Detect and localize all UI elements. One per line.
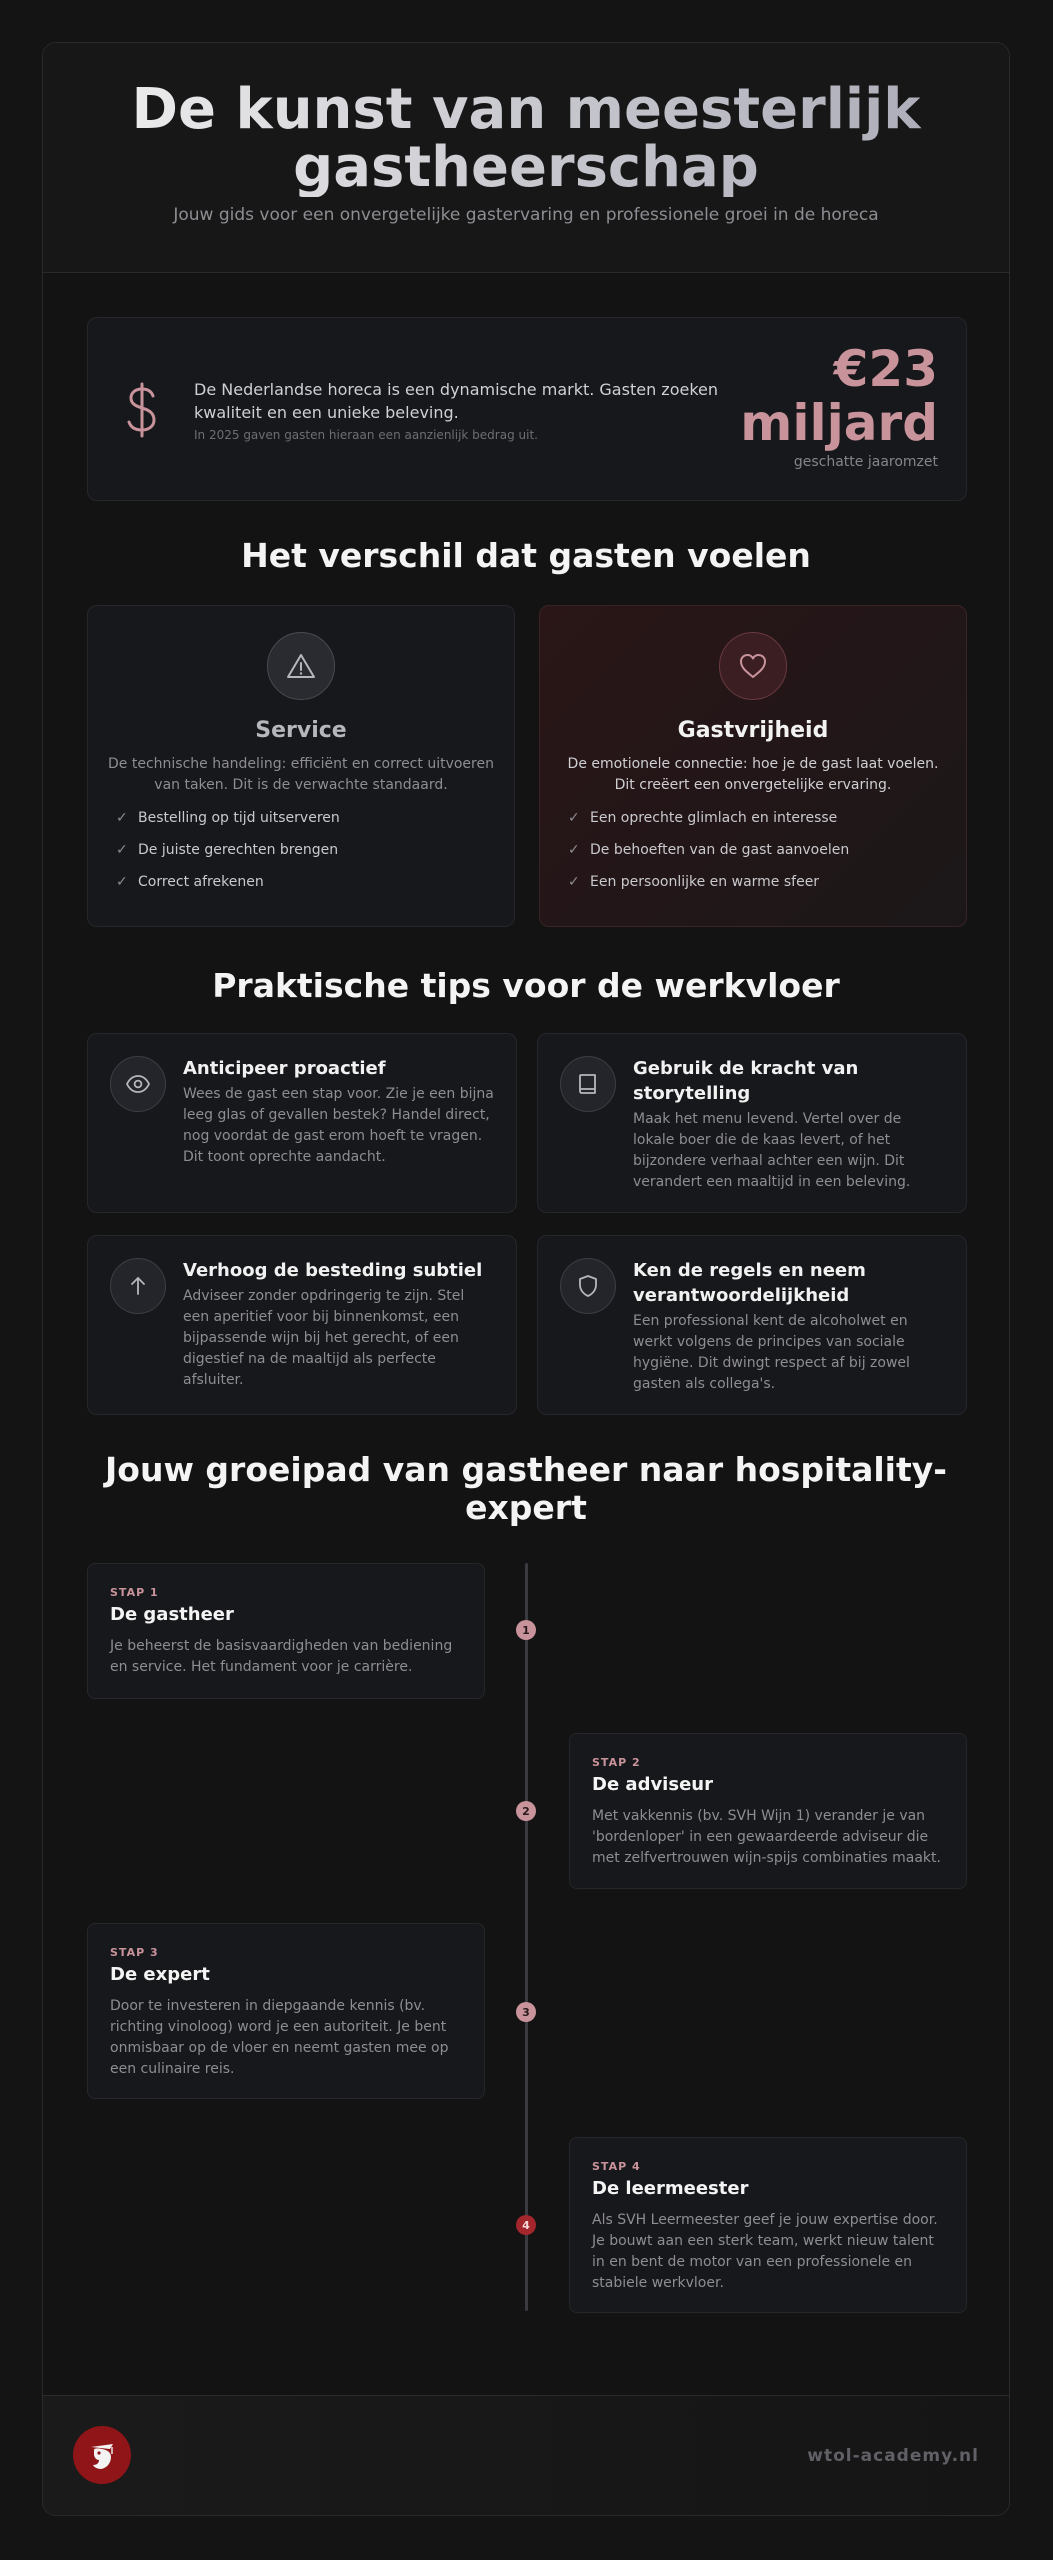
step-label: STAP 4 <box>592 2160 641 2173</box>
arrow-up-icon <box>110 1258 166 1314</box>
list-item: ✓ De behoeften van de gast aanvoelen <box>568 842 850 858</box>
market-note: In 2025 gaven gasten hieraan een aanzienlijk bedrag uit. <box>194 428 538 442</box>
tip-text: Adviseer zonder opdringerig te zijn. Stel een aperitief voor bij binnenkomst, een bijpassende wijn bij het gerecht, of een digestief na de maaltijd als perfecte afsluiter. <box>183 1288 465 1388</box>
heart-icon <box>719 632 787 700</box>
hospitality-description: De emotionele connectie: hoe je de gast laat voelen. Dit creëert een onvergetelijke ervaring. <box>567 756 939 793</box>
step-card-1 <box>87 1563 485 1699</box>
check-icon: ✓ <box>568 842 580 858</box>
list-item: ✓ Bestelling op tijd uitserveren <box>116 810 340 826</box>
dollar-icon <box>124 380 160 440</box>
tip-card-storytelling <box>537 1033 967 1213</box>
footer <box>43 2395 1009 2515</box>
step-title: De leermeester <box>592 2178 749 2199</box>
warning-triangle-icon <box>267 632 335 700</box>
list-item: ✓ Correct afrekenen <box>116 874 264 890</box>
tip-card-responsibility <box>537 1235 967 1415</box>
hospitality-list <box>568 810 849 906</box>
tip-text: Een professional kent de alcoholwet en werkt volgens de principes van sociale hygiëne. Dit dwingt respect af bij zowel gasten als collega's. <box>633 1313 910 1392</box>
step-card-2 <box>569 1733 967 1889</box>
step-marker-3: 3 <box>516 2002 536 2022</box>
hero-header <box>43 43 1009 273</box>
market-text: De Nederlandse horeca is een dynamische markt. Gasten zoeken kwaliteit en een unieke beleving. <box>194 380 718 422</box>
step-text: Als SVH Leermeester geef je jouw expertise door. Je bouwt aan een sterk team, werkt nieuw talent in en bent de motor van een professionele en stabiele werkvloer. <box>592 2212 938 2291</box>
step-card-3 <box>87 1923 485 2099</box>
tip-card-upsell <box>87 1235 517 1415</box>
step-title: De gastheer <box>110 1604 234 1625</box>
step-label: STAP 1 <box>110 1586 159 1599</box>
service-title: Service <box>255 718 347 743</box>
step-text: Je beheerst de basisvaardigheden van bediening en service. Het fundament voor je carrière. <box>110 1638 453 1675</box>
step-card-4 <box>569 2137 967 2313</box>
owl-logo-icon[interactable] <box>73 2426 131 2484</box>
check-icon: ✓ <box>568 874 580 890</box>
tip-title: Gebruik de kracht van storytelling <box>633 1058 859 1104</box>
step-title: De expert <box>110 1964 210 1985</box>
service-card <box>87 605 515 927</box>
step-label: STAP 2 <box>592 1756 641 1769</box>
book-icon <box>560 1056 616 1112</box>
check-icon: ✓ <box>116 874 128 890</box>
step-marker-4: 4 <box>516 2215 536 2235</box>
step-title: De adviseur <box>592 1774 713 1795</box>
eye-icon <box>110 1056 166 1112</box>
hospitality-title: Gastvrijheid <box>677 718 829 743</box>
list-item: ✓ Een persoonlijke en warme sfeer <box>568 874 820 890</box>
tip-title: Anticipeer proactief <box>183 1058 386 1079</box>
tip-text: Wees de gast een stap voor. Zie je een bijna leeg glas of gevallen bestek? Handel direct, nog voordat de gast erom hoeft te vragen. Dit toont oprechte aandacht. <box>183 1086 494 1165</box>
step-text: Door te investeren in diepgaande kennis (bv. richting vinoloog) word je een autoriteit. Je bent onmisbaar op de vloer en neemt gasten mee op een culinaire reis. <box>110 1998 449 2077</box>
step-text: Met vakkennis (bv. SVH Wijn 1) verander je van 'bordenloper' in een gewaardeerde adviseur die met zelfvertrouwen wijn-spijs combinaties maakt. <box>592 1808 941 1866</box>
check-icon: ✓ <box>568 810 580 826</box>
tip-text: Maak het menu levend. Vertel over de lokale boer die de kaas levert, of het bijzondere verhaal achter een wijn. Dit verandert een maaltijd in een beleving. <box>633 1111 911 1190</box>
service-description: De technische handeling: efficiënt en correct uitvoeren van taken. Dit is de verwachte standaard. <box>108 756 494 793</box>
step-marker-2: 2 <box>516 1801 536 1821</box>
service-list <box>116 810 340 906</box>
market-amount-caption: geschatte jaaromzet <box>793 454 938 470</box>
tip-title: Verhoog de besteding subtiel <box>183 1260 483 1281</box>
tip-title: Ken de regels en neem verantwoordelijkheid <box>633 1260 866 1306</box>
step-label: STAP 3 <box>110 1946 159 1959</box>
check-icon: ✓ <box>116 842 128 858</box>
market-card <box>87 317 967 501</box>
page-title: De kunst van meesterlijk gastheerschap <box>43 81 1009 197</box>
list-item: ✓ Een oprechte glimlach en interesse <box>568 810 838 826</box>
growth-heading: Jouw groeipad van gastheer naar hospitality-expert <box>105 1450 947 1527</box>
footer-url-link[interactable]: wtol-academy.nl <box>807 2446 979 2466</box>
timeline-line <box>525 1563 528 2311</box>
step-marker-1: 1 <box>516 1620 536 1640</box>
tip-card-anticipate <box>87 1033 517 1213</box>
difference-heading: Het verschil dat gasten voelen <box>241 536 811 575</box>
hospitality-card <box>539 605 967 927</box>
market-amount: €23 miljard <box>740 340 938 452</box>
shield-icon <box>560 1258 616 1314</box>
page-frame <box>42 42 1010 2516</box>
page-subtitle: Jouw gids voor een onvergetelijke gastervaring en professionele groei in de horeca <box>173 205 879 225</box>
tips-heading: Praktische tips voor de werkvloer <box>212 966 840 1005</box>
list-item: ✓ De juiste gerechten brengen <box>116 842 339 858</box>
check-icon: ✓ <box>116 810 128 826</box>
